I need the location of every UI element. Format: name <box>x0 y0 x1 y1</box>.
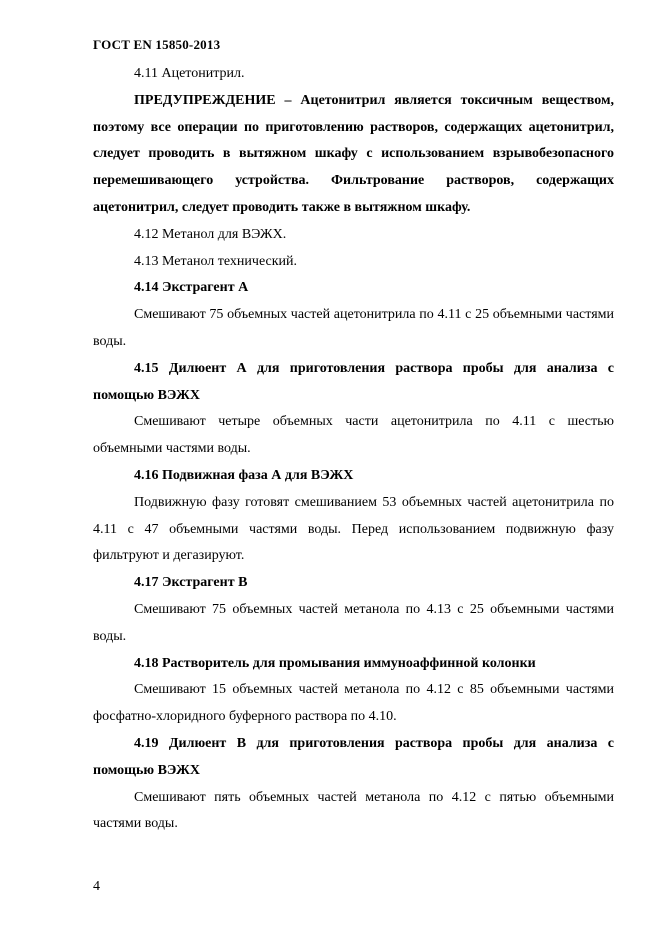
item-4-13: 4.13 Метанол технический. <box>134 253 298 269</box>
item-4-19-body: Смешивают пять объемных частей метанола по 4.12 с пятью объемными частями воды. <box>93 789 614 832</box>
item-4-12: 4.12 Метанол для ВЭЖХ. <box>134 226 287 242</box>
page-number: 4 <box>93 879 100 894</box>
item-4-11: 4.11 Ацетонитрил. <box>134 66 245 81</box>
item-4-18-title: 4.18 Растворитель для промывания иммуноаффинной колонки <box>134 655 536 671</box>
item-4-15-body: Смешивают четыре объемных части ацетонитрила по 4.11 с шестью объемными частями воды. <box>93 414 614 457</box>
item-4-14-body: Смешивают 75 объемных частей ацетонитрила по 4.11 с 25 объемными частями воды. <box>93 307 614 349</box>
item-4-15-title: 4.15 Дилюент А для приготовления раствора пробы для анализа с помощью ВЭЖХ <box>93 360 614 403</box>
document-body <box>93 61 614 838</box>
standard-header: ГОСТ EN 15850-2013 <box>93 37 221 52</box>
warning-paragraph: ПРЕДУПРЕЖДЕНИЕ – Ацетонитрил является токсичным веществом, поэтому все операции по приготовлению растворов, содержащих ацетонитрил, следует проводить в вытяжном шкафу с использованием взрывобезопасного перемешивающего устройства. Фильтрование растворов, содержащих ацетонитрил, следует проводить также в вытяжном шкафу. <box>93 92 614 215</box>
item-4-17-title: 4.17 Экстрагент В <box>134 575 248 591</box>
item-4-16-title: 4.16 Подвижная фаза А для ВЭЖХ <box>134 467 354 483</box>
item-4-18-body: Смешивают 15 объемных частей метанола по 4.12 с 85 объемными частями фосфатно-хлоридного буферного раствора по 4.10. <box>93 682 614 725</box>
item-4-19-title: 4.19 Дилюент В для приготовления раствора пробы для анализа с помощью ВЭЖХ <box>93 735 614 778</box>
item-4-16-body: Подвижную фазу готовят смешиванием 53 объемных частей ацетонитрила по 4.11 с 47 объемными частями воды. Перед использованием подвижную фазу фильтруют и дегазируют. <box>93 494 614 564</box>
item-4-17-body: Смешивают 75 объемных частей метанола по 4.13 с 25 объемными частями воды. <box>93 601 614 644</box>
item-4-14-title: 4.14 Экстрагент А <box>134 280 249 296</box>
